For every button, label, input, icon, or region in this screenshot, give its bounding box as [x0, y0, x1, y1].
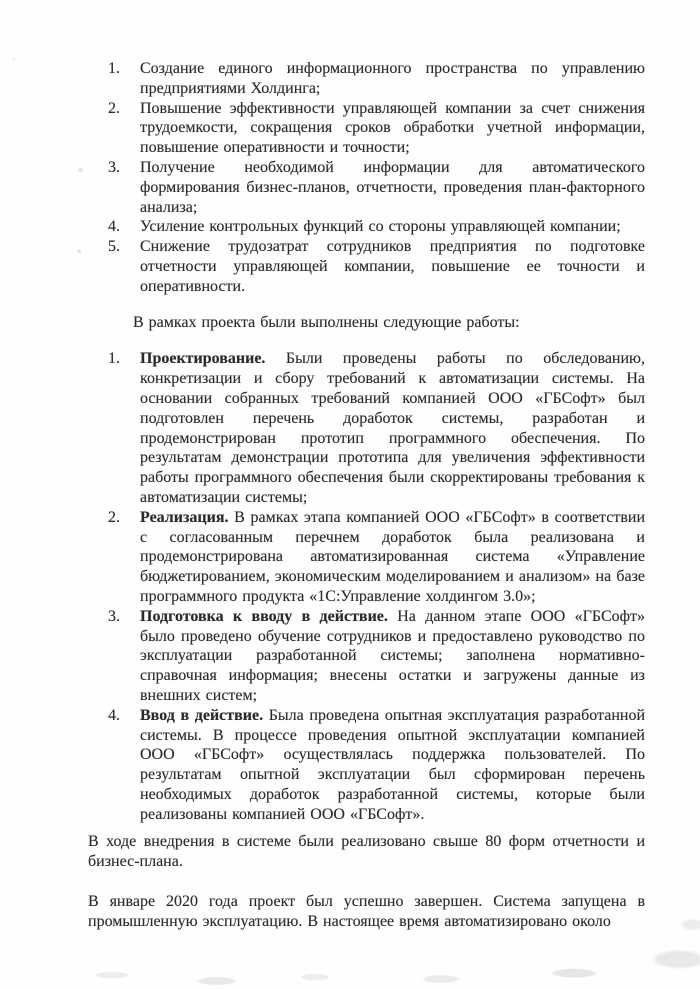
- item-text: Получение необходимой информации для автоматического формирования бизнес-планов, отчетности, проведения план-факторного анализа;: [140, 158, 645, 216]
- closing-paragraph-2: В январе 2020 года проект был успешно завершен. Система запущена в промышленную эксплуатацию. В настоящее время автоматизировано около: [88, 893, 645, 930]
- item-lead: Проектирование.: [140, 350, 266, 368]
- list-item: [88, 217, 645, 237]
- item-number: 4.: [108, 706, 120, 724]
- item-text: Снижение трудозатрат сотрудников предприятия по подготовке отчетности управляющей компании, повышение ее точности и оперативности.: [140, 238, 645, 295]
- item-number: 4.: [108, 218, 120, 236]
- item-lead: Ввод в действие.: [140, 706, 264, 724]
- item-lead: Реализация.: [140, 508, 229, 526]
- item-number: 3.: [108, 607, 120, 625]
- item-number: 2.: [108, 99, 120, 117]
- item-text: Была проведена опытная эксплуатация разработанной системы. В процессе проведения опытной эксплуатации компанией ООО «ГБСофт» осуществлялась поддержка пользователей. По результатам опытной эксплуатации был сформирован перечень необходимых доработок разработанной системы, которые были реализованы компанией ООО «ГБСофт».: [140, 706, 646, 823]
- list-item: [88, 607, 645, 706]
- item-text: Усиление контрольных функций со стороны управляющей компании;: [140, 218, 621, 236]
- item-number: 1.: [108, 60, 120, 77]
- document-content: [88, 59, 645, 932]
- item-text: В рамках этапа компанией ООО «ГБСофт» в соответствии с согласованным перечнем доработок была реализована и продемонстрирована автоматизированная система «Управление бюджетированием, экономическим моделированием и анализом» на базе программного продукта «1С:Управление холдингом 3.0»;: [140, 508, 646, 605]
- goals-list: [88, 59, 645, 297]
- phases-list: [88, 349, 645, 824]
- item-number: 3.: [108, 158, 120, 176]
- list-item: [88, 508, 645, 607]
- item-text: Повышение эффективности управляющей компании за счет снижения трудоемкости, сокращения сроков обработки учетной информации, повышение оперативности и точности;: [140, 99, 645, 157]
- list-item: [88, 158, 645, 217]
- list-item: [88, 706, 645, 825]
- item-number: 5.: [108, 238, 120, 256]
- closing-paragraph-1: В ходе внедрения в системе были реализовано свыше 80 форм отчетности и бизнес-плана.: [88, 833, 645, 871]
- item-text: Создание единого информационного пространства по управлению предприятиями Холдинга;: [140, 60, 645, 97]
- list-item: [88, 237, 645, 296]
- list-item: [88, 349, 645, 507]
- list-item: [88, 59, 645, 99]
- item-number: 2.: [108, 508, 120, 526]
- intro-paragraph: В рамках проекта были выполнены следующие работы:: [133, 313, 520, 331]
- item-text: Были проведены работы по обследованию, конкретизации и сбору требований к автоматизации системы. На основании собранных требований компанией ООО «ГБСофт» был подготовлен перечень доработок системы, разработан и продемонстрирован прототип программного обеспечения. По результатам демонстрации прототипа для увеличения эффективности работы программного обеспечения были скорректированы требования к автоматизации системы;: [140, 350, 645, 506]
- list-item: [88, 99, 645, 158]
- item-number: 1.: [108, 350, 120, 368]
- item-text: На данном этапе ООО «ГБСофт» было проведено обучение сотрудников и предоставлено руководство по эксплуатации разработанной системы; заполнена нормативно-справочная информация; внесены остатки и загружены данные из внешних систем;: [140, 607, 646, 704]
- item-lead: Подготовка к вводу в действие.: [140, 607, 388, 625]
